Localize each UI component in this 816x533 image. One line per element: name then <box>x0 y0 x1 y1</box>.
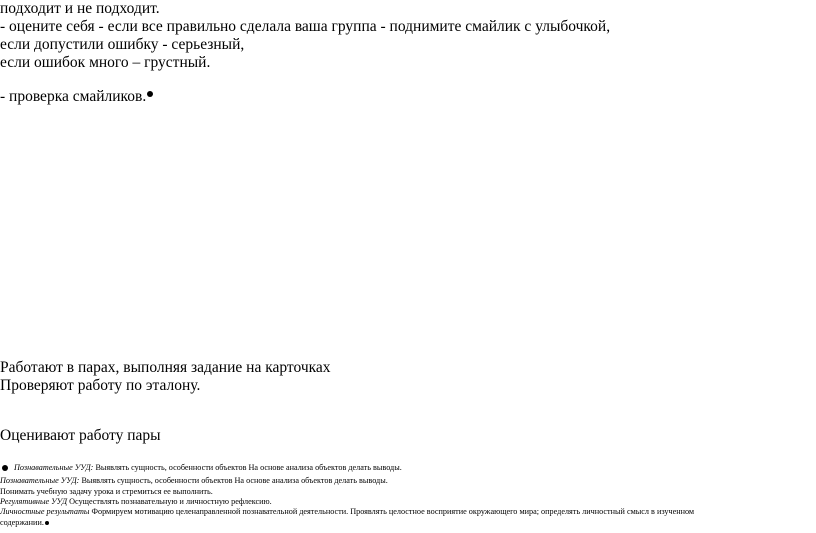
footer-row-cognitive-2 <box>0 477 388 485</box>
footer-label: Личностные результаты <box>0 507 90 516</box>
footer-row-content <box>0 519 49 527</box>
bullet-icon <box>147 91 153 97</box>
text-line-smiley-check <box>0 89 153 105</box>
footer-text: Формируем мотивацию целенаправленной познавательной деятельности. Проявлять целостное восприятие окружающего мира; определять личностный смысл в изученном <box>89 507 695 516</box>
smiley-check-text: - проверка смайликов. <box>0 88 147 105</box>
footer-row-cognitive-1 <box>0 464 402 472</box>
footer-text: Понимать учебную задачу урока и стремиться ее выполнить. <box>0 487 213 496</box>
text-line-sad: если ошибок много – грустный. <box>0 54 211 71</box>
text-line-serious: если допустили ошибку - серьезный, <box>0 36 245 53</box>
footer-row-task <box>0 488 213 496</box>
footer-text: содержании. <box>0 518 44 527</box>
footer-text: Выявлять сущность, особенности объектов На основе анализа объектов делать выводы. <box>93 463 402 472</box>
text-line-pair-work: Работают в парах, выполняя задание на карточках <box>0 359 331 376</box>
footer-row-personal <box>0 508 694 516</box>
bullet-icon <box>45 521 49 525</box>
footer-label: Познавательные УУД: <box>0 476 80 485</box>
footer-text: Осуществлять познавательную и личностную рефлексию. <box>67 497 272 506</box>
text-line-podkhodit: подходит и не подходит. <box>0 0 160 17</box>
footer-label: Познавательные УУД: <box>14 463 94 472</box>
footer-row-regulative <box>0 498 272 506</box>
footer-label: Регулятивные УУД <box>0 497 68 506</box>
bullet-icon <box>2 465 8 471</box>
text-line-check-standard: Проверяют работу по эталону. <box>0 377 201 394</box>
text-line-evaluate-pair: Оценивают работу пары <box>0 427 161 444</box>
footer-text: Выявлять сущность, особенности объектов На основе анализа объектов делать выводы. <box>79 476 388 485</box>
text-line-self-evaluation: - оцените себя - если все правильно сделала ваша группа - поднимите смайлик с улыбочкой, <box>0 18 611 35</box>
